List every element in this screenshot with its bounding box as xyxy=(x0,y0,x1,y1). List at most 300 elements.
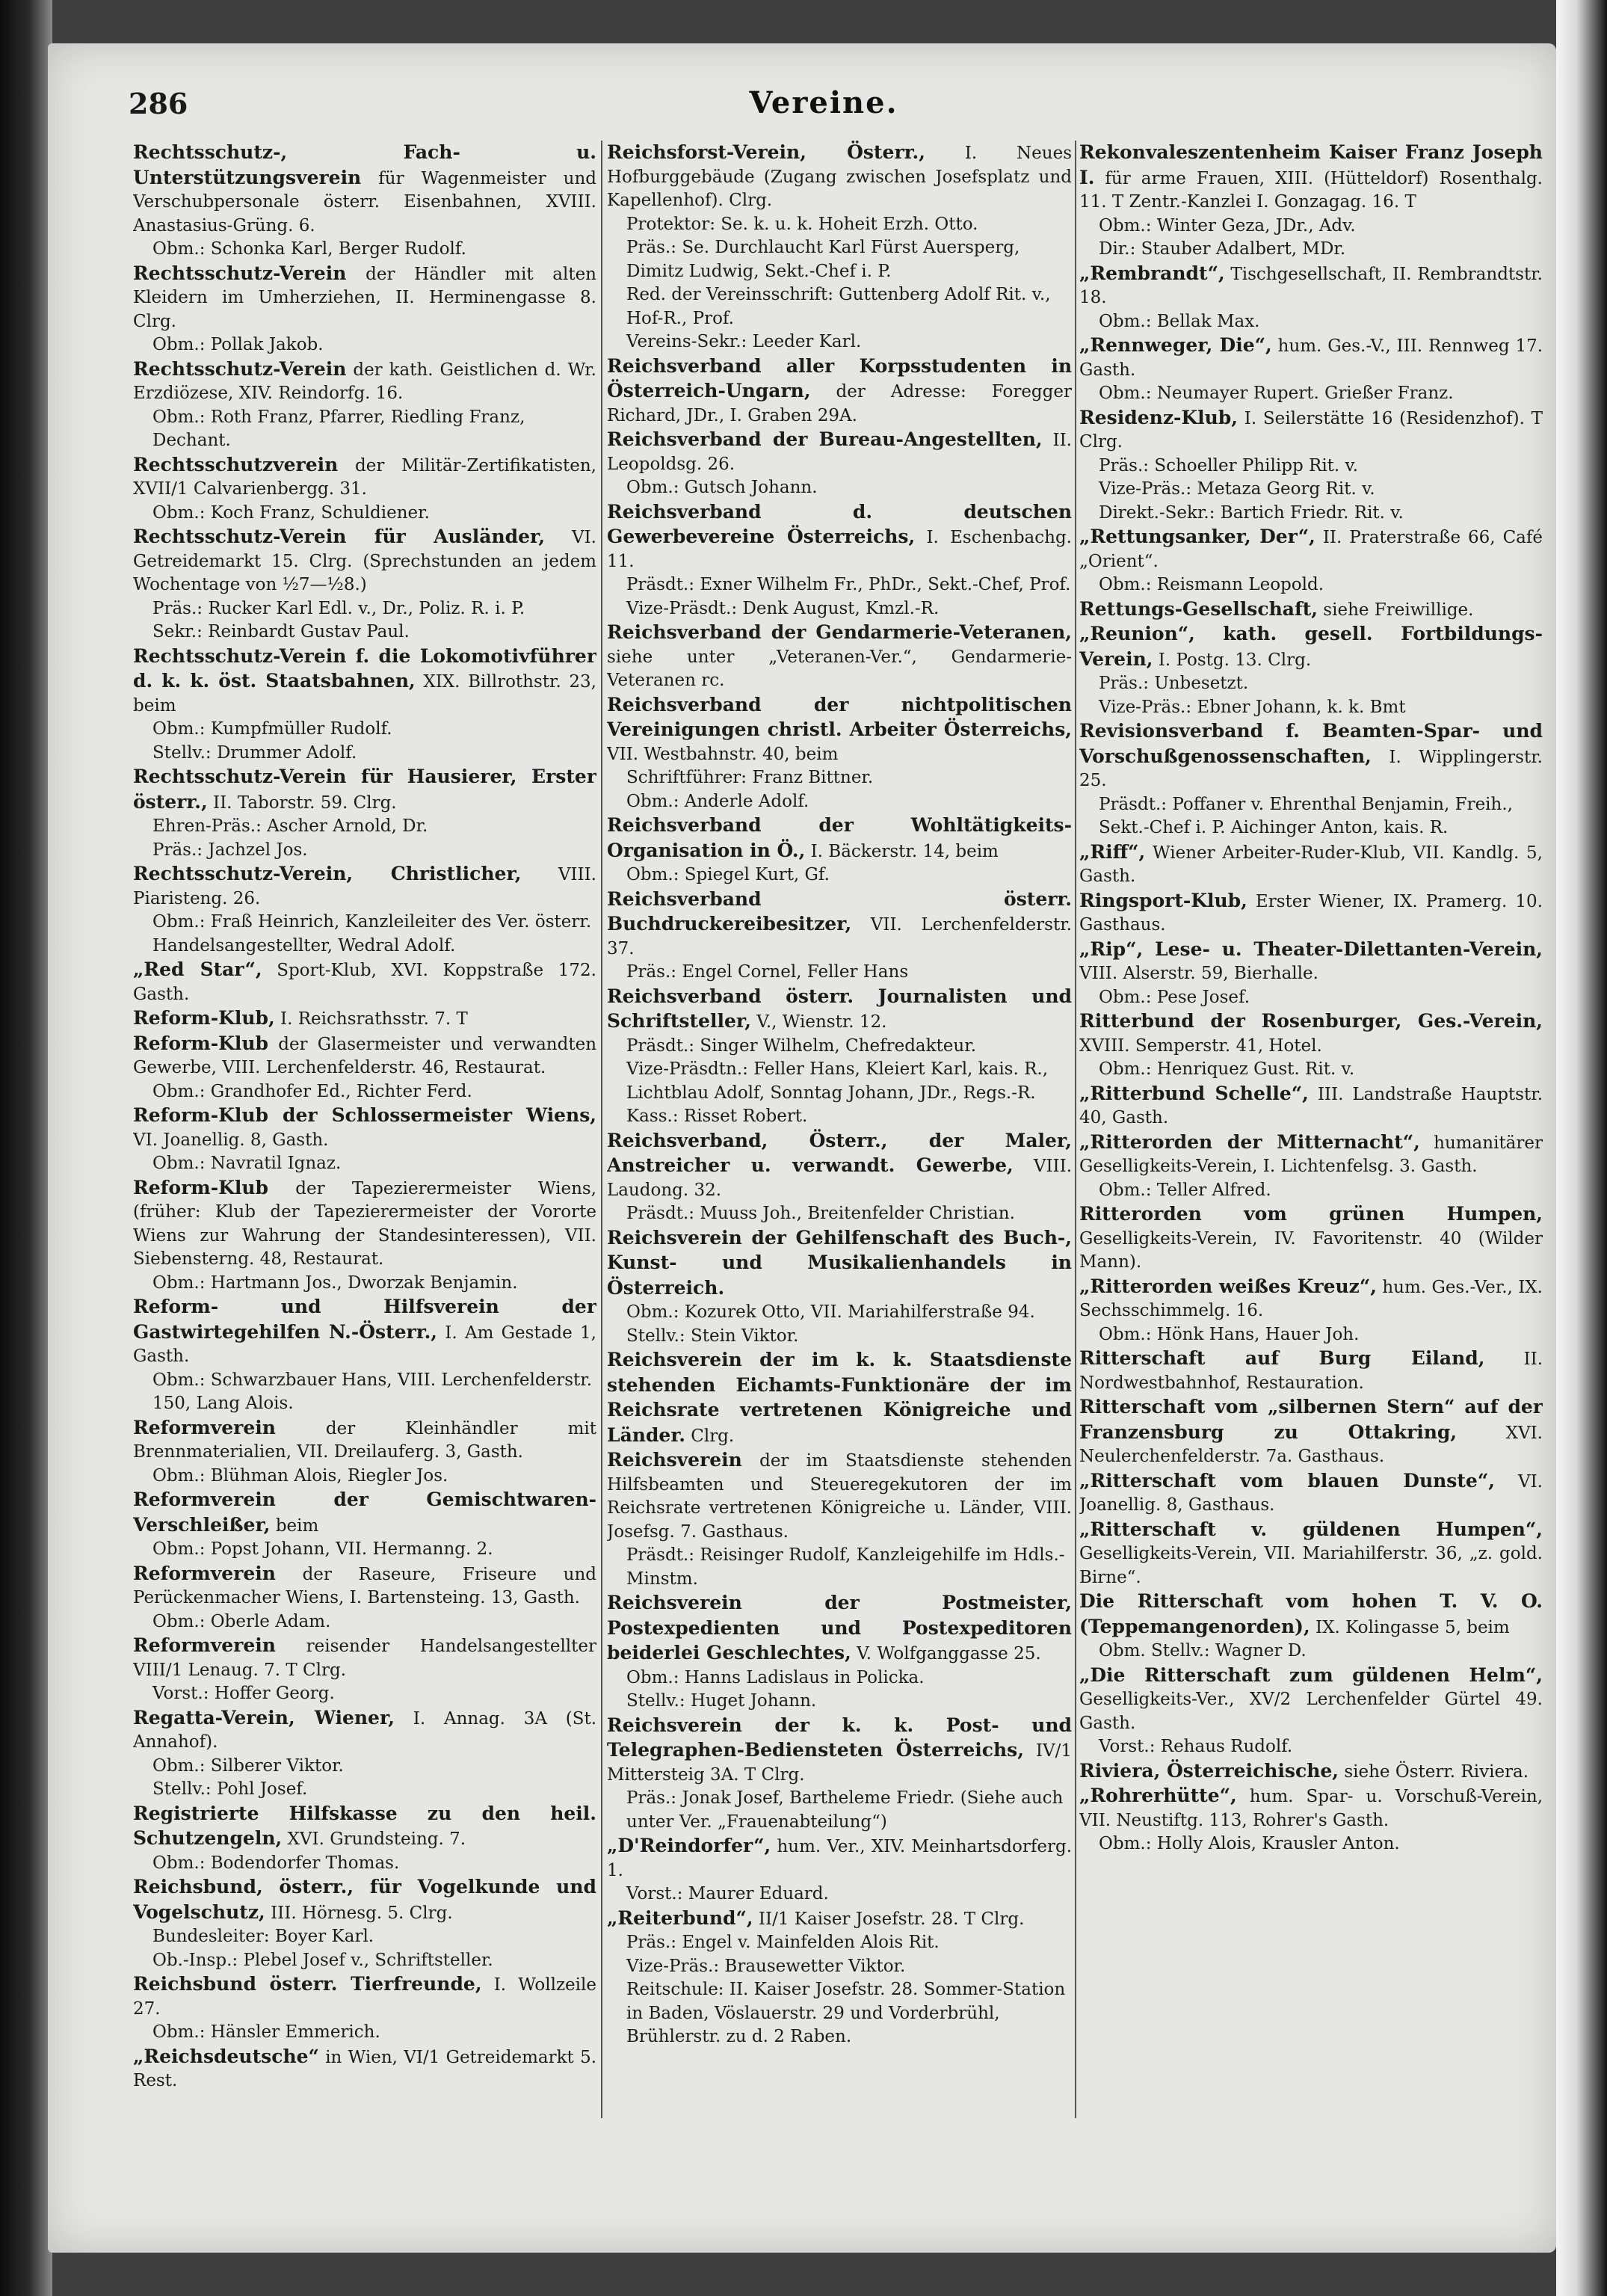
entry-officer: Obm.: Fraß Heinrich, Kanzleileiter des Ver. österr. Handelsangestellter, Wedral Adolf. xyxy=(152,912,592,955)
entry-officer: Sekr.: Reinbardt Gustav Paul. xyxy=(152,622,410,641)
entry-officer: Obm.: Winter Geza, JDr., Adv. xyxy=(1099,215,1356,236)
entry-address: I. Annag. 3A (St. Annahof). xyxy=(133,1708,596,1752)
entry-officer: Kass.: Risset Robert. xyxy=(626,1107,808,1126)
entry-officer: Obm.: Hönk Hans, Hauer Joh. xyxy=(1099,1324,1360,1344)
directory-entry xyxy=(607,1834,1072,1906)
entry-name: Rechtsschutz-Verein xyxy=(133,262,347,284)
entry-line xyxy=(1079,1130,1543,1179)
entry-line xyxy=(1079,719,1543,793)
entry-line xyxy=(607,354,1072,428)
entry-name: „Rettungsanker, Der“, xyxy=(1079,526,1315,547)
entry-line xyxy=(1079,1202,1543,1275)
entry-line xyxy=(1079,406,1543,455)
entry-address: Geselligkeits-Verein, VII. Mariahilferstr. 36, „z. gold. Birne“. xyxy=(1079,1544,1543,1587)
entry-address: XVI. Grundsteing. 7. xyxy=(287,1829,466,1849)
entry-officer: Präs.: Engel v. Mainfelden Alois Rit. xyxy=(626,1933,940,1952)
entry-line xyxy=(1079,1589,1543,1640)
entry-officer: Vorst.: Hoffer Georg. xyxy=(152,1684,335,1703)
directory-entry xyxy=(607,621,1072,693)
entry-address: der kath. Geistlichen d. Wr. Erzdiözese, XIV. Reindorfg. 16. xyxy=(133,360,596,403)
entry-address: Clrg. xyxy=(691,1426,735,1446)
entry-officer: Obm.: Schwarzbauer Hans, VIII. Lerchenfelderstr. 150, Lang Alois. xyxy=(152,1370,593,1413)
column-rule xyxy=(601,141,602,2118)
directory-entry xyxy=(133,1488,596,1562)
entry-name: „Ritterschaft v. güldenen Humpen“, xyxy=(1079,1518,1543,1540)
directory-entry xyxy=(133,1562,596,1634)
entry-line xyxy=(607,887,1072,961)
directory-entry xyxy=(607,985,1072,1129)
entry-name: Rekonvaleszentenheim Kaiser Franz Joseph I. xyxy=(1079,141,1543,188)
entry-address: VIII. Piaristeng. 26. xyxy=(133,865,596,908)
entry-name: Reichsverband österr. Journalisten und Schriftsteller, xyxy=(607,985,1072,1032)
entry-line xyxy=(607,985,1072,1035)
directory-entry xyxy=(1079,1663,1543,1759)
entry-address: hum. Ver., XIV. Meinhartsdorferg. 1. xyxy=(607,1837,1072,1880)
entry-line xyxy=(1079,1082,1543,1130)
entry-line xyxy=(607,621,1072,693)
directory-entry xyxy=(1079,1275,1543,1347)
entry-address: I. Reichsrathsstr. 7. T xyxy=(280,1009,468,1029)
entry-officer: Protektor: Se. k. u. k. Hoheit Erzh. Otto. xyxy=(626,214,978,234)
entry-address: Erster Wiener, IX. Pramerg. 10. Gasthaus. xyxy=(1079,891,1543,935)
entry-address: I. Eschenbachg. 11. xyxy=(607,528,1072,571)
directory-entry xyxy=(1079,1082,1543,1130)
entry-address: VII. Lerchenfelderstr. 37. xyxy=(607,915,1072,958)
directory-entry xyxy=(1079,1518,1543,1590)
entry-address: der im Staatsdienste stehenden Hilfsbeamten und Steueregekutoren der im Reichsrate vertretenen Königreiche u. Länder, VIII. Josefsg. 7. Gasthaus. xyxy=(607,1451,1072,1542)
entry-address: IV/1 Mittersteig 3A. T Clrg. xyxy=(607,1741,1072,1785)
entry-line xyxy=(133,453,596,502)
entry-officer: Obm.: Neumayer Rupert. Grießer Franz. xyxy=(1099,384,1454,403)
entry-officer: Obm.: Anderle Adolf. xyxy=(626,791,809,811)
entry-line xyxy=(1079,938,1543,986)
directory-entry xyxy=(133,644,596,766)
directory-entry xyxy=(1079,1759,1543,1785)
page-number: 286 xyxy=(129,87,188,120)
entry-officer: Vorst.: Rehaus Rudolf. xyxy=(1099,1737,1293,1756)
entry-officer: Präsdt.: Muuss Joh., Breitenfelder Christian. xyxy=(626,1204,1015,1223)
entry-officer: Obm.: Koch Franz, Schuldiener. xyxy=(152,502,430,523)
entry-name: Rechtsschutz-Verein für Hausierer, Erster österr., xyxy=(133,766,596,813)
entry-line xyxy=(1079,1784,1543,1832)
directory-entry xyxy=(607,1226,1072,1349)
entry-line xyxy=(133,1416,596,1465)
entry-address: I. Wipplingerstr. 25. xyxy=(1079,747,1543,790)
entry-line xyxy=(1079,1275,1543,1323)
directory-entry xyxy=(1079,938,1543,1010)
directory-entry xyxy=(607,1906,1072,2049)
entry-name: „Reichsdeutsche“ xyxy=(133,2045,319,2067)
entry-name: Reichsverein der k. k. Post- und Telegraphen-Bediensteten Österreichs, xyxy=(607,1714,1072,1761)
entry-line xyxy=(133,1488,596,1538)
entry-line xyxy=(133,1032,596,1080)
entry-line xyxy=(1079,840,1543,889)
entry-address: IX. Kolingasse 5, beim xyxy=(1315,1617,1510,1637)
entry-officer: Präsdt.: Exner Wilhelm Fr., PhDr., Sekt.-Chef, Prof. xyxy=(626,575,1071,594)
directory-column-2 xyxy=(607,141,1072,2226)
entry-address: Geselligkeits-Ver., XV/2 Lerchenfelder Gürtel 49. Gasth. xyxy=(1079,1690,1543,1733)
entry-name: Rechtsschutz-Verein f. die Lokomotivführer d. k. k. öst. Staatsbahnen, xyxy=(133,644,596,692)
entry-line xyxy=(1079,525,1543,573)
entry-officer: Vize-Präsdt.: Denk August, Kmzl.-R. xyxy=(626,598,940,618)
entry-officer: Red. der Vereinsschrift: Guttenberg Adolf Rit. v., Hof-R., Prof. xyxy=(626,285,1051,328)
entry-name: Reichsverband der Wohltätigkeits-Organisation in Ö., xyxy=(607,814,1072,861)
entry-officer: Obm.: Schonka Karl, Berger Rudolf. xyxy=(152,239,466,259)
entry-officer: Präs.: Rucker Karl Edl. v., Dr., Poliz. R. i. P. xyxy=(152,598,525,618)
entry-name: Reformverein der Gemischtwaren-Verschleißer, xyxy=(133,1489,596,1536)
directory-entry xyxy=(133,1875,596,1972)
entry-address: reisender Handelsangestellter VIII/1 Lenaug. 7. T Clrg. xyxy=(133,1637,596,1680)
directory-entry xyxy=(1079,840,1543,889)
directory-entry xyxy=(133,2045,596,2093)
entry-address: I. Bäckerstr. 14, beim xyxy=(810,841,999,861)
directory-entry xyxy=(1079,1784,1543,1856)
entry-address: III. Hörnesg. 5. Clrg. xyxy=(271,1903,453,1923)
directory-entry xyxy=(607,354,1072,428)
directory-entry xyxy=(607,887,1072,985)
directory-entry xyxy=(1079,1202,1543,1275)
directory-entry xyxy=(607,1129,1072,1226)
entry-name: „D'Reindorfer“, xyxy=(607,1835,771,1856)
entry-officer: Vize-Präs.: Metaza Georg Rit. v. xyxy=(1099,479,1375,499)
entry-name: „Ritterorden der Mitternacht“, xyxy=(1079,1130,1420,1153)
entry-name: „Rembrandt“, xyxy=(1079,262,1225,284)
directory-entry xyxy=(607,500,1072,621)
entry-address: der Adresse: Foregger Richard, JDr., I. Graben 29A. xyxy=(607,382,1072,425)
entry-officer: Obm. Stellv.: Wagner D. xyxy=(1099,1641,1307,1661)
entry-line xyxy=(133,1972,596,2021)
entry-address: II. Praterstraße 66, Café „Orient“. xyxy=(1079,528,1543,571)
entry-name: Rettungs-Gesellschaft, xyxy=(1079,597,1318,620)
directory-entry xyxy=(133,862,596,958)
entry-address: VIII. Laudong. 32. xyxy=(607,1157,1072,1200)
entry-officer: Präs.: Engel Cornel, Feller Hans xyxy=(626,962,909,982)
directory-entry xyxy=(133,1416,596,1489)
directory-entry xyxy=(607,693,1072,814)
entry-address: der Tapezierermeister Wiens, (früher: Klub der Tapezierermeister der Vororte Wiens zur Wahrung der Standesinteressen), VII. Siebensterng. 48, Restaurat. xyxy=(133,1178,596,1269)
entry-name: Reform-Klub xyxy=(133,1032,268,1054)
entry-address: VII. Westbahnstr. 40, beim xyxy=(607,744,839,764)
directory-entry xyxy=(133,1032,596,1104)
entry-officer: Präs.: Unbesetzt. xyxy=(1099,674,1249,693)
directory-entry xyxy=(1079,597,1543,623)
entry-address: Wiener Arbeiter-Ruder-Klub, VII. Kandlg. 5, Gasth. xyxy=(1079,843,1543,886)
entry-line xyxy=(133,1802,596,1852)
entry-address: siehe Österr. Riviera. xyxy=(1344,1761,1529,1782)
entry-line xyxy=(133,525,596,597)
entry-name: „Rennweger, Die“, xyxy=(1079,334,1272,356)
entry-name: Reichsverband österr. Buchdruckereibesitzer, xyxy=(607,887,1072,935)
entry-address: VIII. Alserstr. 59, Bierhalle. xyxy=(1079,964,1318,983)
page-edge xyxy=(1556,0,1607,2296)
entry-line xyxy=(607,1448,1072,1544)
entry-name: Residenz-Klub, xyxy=(1079,406,1238,428)
entry-name: Ritterschaft auf Burg Eiland, xyxy=(1079,1347,1485,1369)
entry-name: „Rohrerhütte“, xyxy=(1079,1785,1237,1806)
entry-address: hum. Ges.-Ver., IX. Sechsschimmelg. 16. xyxy=(1079,1277,1543,1320)
entry-officer: Bundesleiter: Boyer Karl. xyxy=(152,1927,374,1946)
entry-address: XVIII. Semperstr. 41, Hotel. xyxy=(1079,1035,1322,1056)
page-header xyxy=(129,82,1519,127)
directory-entry xyxy=(607,141,1072,354)
entry-officer: Präs.: Jachzel Jos. xyxy=(152,840,308,860)
entry-line xyxy=(1079,1346,1543,1395)
entry-officer: Präsdt.: Poffaner v. Ehrenthal Benjamin, Freih., Sekt.-Chef i. P. Aichinger Anton, kais. R. xyxy=(1099,794,1513,837)
entry-officer: Schriftführer: Franz Bittner. xyxy=(626,768,874,787)
directory-entry xyxy=(1079,1346,1543,1395)
column-rule xyxy=(1075,141,1076,2118)
directory-entry xyxy=(133,453,596,526)
directory-entry xyxy=(133,525,596,644)
entry-officer: Dir.: Stauber Adalbert, MDr. xyxy=(1099,239,1346,259)
entry-name: Ringsport-Klub, xyxy=(1079,889,1247,911)
entry-officer: Präs.: Jonak Josef, Bartheleme Friedr. (Siehe auch unter Ver. „Frauenabteilung“) xyxy=(626,1788,1064,1832)
entry-officer: Obm.: Pese Josef. xyxy=(1099,987,1250,1007)
entry-name: „Reiterbund“, xyxy=(607,1906,753,1929)
entry-line xyxy=(133,1562,596,1610)
entry-officer: Obm.: Oberle Adam. xyxy=(152,1611,331,1631)
entry-name: Rechtsschutz-Verein xyxy=(133,357,347,380)
directory-entry xyxy=(133,1104,596,1176)
entry-officer: Obm.: Roth Franz, Pfarrer, Riedling Franz, Dechant. xyxy=(152,407,525,450)
entry-address: für Wagenmeister und Verschubpersonale österr. Eisenbahnen, XVIII. Anastasius-Grüng. 6. xyxy=(133,168,596,236)
entry-officer: Vize-Präs.: Ebner Johann, k. k. Bmt xyxy=(1099,697,1406,717)
entry-officer: Präs.: Se. Durchlaucht Karl Fürst Auersperg, Dimitz Ludwig, Sekt.-Chef i. P. xyxy=(626,238,1020,281)
entry-address: II/1 Kaiser Josefstr. 28. T Clrg. xyxy=(758,1909,1025,1929)
directory-entry xyxy=(133,141,596,262)
entry-name: Reichsverein xyxy=(607,1449,742,1471)
entry-address: hum. Spar- u. Vorschuß-Verein, VII. Neustiftg. 113, Rohrer's Gasth. xyxy=(1079,1787,1543,1830)
entry-officer: Obm.: Gutsch Johann. xyxy=(626,478,818,497)
entry-line xyxy=(1079,262,1543,310)
entry-line xyxy=(1079,1759,1543,1785)
entry-name: Rechtsschutz-, Fach- u. Unterstützungsverein xyxy=(133,141,596,188)
directory-entry xyxy=(1079,141,1543,262)
entry-line xyxy=(1079,1663,1543,1736)
entry-officer: Obm.: Silberer Viktor. xyxy=(152,1755,344,1776)
entry-officer: Stellv.: Huget Johann. xyxy=(626,1691,817,1711)
entry-line xyxy=(607,813,1072,864)
entry-officer: Stellv.: Drummer Adolf. xyxy=(152,742,357,763)
entry-line xyxy=(133,1006,596,1032)
entry-name: Reformverein xyxy=(133,1416,276,1438)
entry-line xyxy=(133,862,596,911)
entry-officer: Obm.: Reismann Leopold. xyxy=(1099,575,1324,594)
entry-address: I. Wollzeile 27. xyxy=(133,1975,596,2019)
entry-line xyxy=(1079,622,1543,672)
entry-name: Reform- und Hilfsverein der Gastwirtegehilfen N.-Österr., xyxy=(133,1296,596,1343)
entry-name: Reichsverband der Bureau-Angestellten, xyxy=(607,428,1043,450)
entry-address: in Wien, VI/1 Getreidemarkt 5. Rest. xyxy=(133,2047,596,2090)
entry-address: XVI. Neulerchenfelderstr. 7a. Gasthaus. xyxy=(1079,1423,1543,1466)
entry-name: Reichsverband aller Korpsstudenten in Österreich-Ungarn, xyxy=(607,354,1072,401)
entry-name: Rechtsschutz-Verein für Ausländer, xyxy=(133,526,546,547)
entry-officer: Präsdt.: Reisinger Rudolf, Kanzleigehilfe im Hdls.-Minstm. xyxy=(626,1545,1065,1589)
entry-address: II. Taborstr. 59. Clrg. xyxy=(212,792,397,813)
entry-address: VI. Joanellig. 8, Gasthaus. xyxy=(1079,1471,1543,1515)
entry-line xyxy=(1079,1009,1543,1058)
entry-officer: Obm.: Bellak Max. xyxy=(1099,311,1260,331)
entry-officer: Obm.: Hanns Ladislaus in Policka. xyxy=(626,1667,925,1687)
entry-officer: Reitschule: II. Kaiser Josefstr. 28. Sommer-Station in Baden, Vöslauerstr. 29 und Vorderbrühl, Brühlerstr. zu d. 2 Raben. xyxy=(626,1980,1066,2046)
entry-name: Registrierte Hilfskasse zu den heil. Schutzengeln, xyxy=(133,1802,596,1849)
entry-name: Revisionsverband f. Beamten-Spar- und Vorschußgenossenschaften, xyxy=(1079,720,1543,767)
directory-entry xyxy=(133,1706,596,1802)
entry-officer: Obm.: Kumpfmüller Rudolf. xyxy=(152,719,392,739)
entry-officer: Obm.: Bodendorfer Thomas. xyxy=(152,1853,400,1873)
directory-entry xyxy=(133,1972,596,2045)
entry-address: der Militär-Zertifikatisten, XVII/1 Calvarienbergg. 31. xyxy=(133,455,596,499)
entry-name: „Riff“, xyxy=(1079,840,1146,863)
entry-officer: Ehren-Präs.: Ascher Arnold, Dr. xyxy=(152,816,428,836)
running-title: Vereine. xyxy=(749,85,898,120)
entry-officer: Obm.: Popst Johann, VII. Hermanng. 2. xyxy=(152,1539,493,1559)
entry-officer: Obm.: Spiegel Kurt, Gf. xyxy=(626,865,830,884)
directory-entry xyxy=(607,813,1072,887)
entry-name: Die Ritterschaft vom hohen T. V. O. (Teppemangenorden), xyxy=(1079,1590,1543,1637)
entry-name: Regatta-Verein, Wiener, xyxy=(133,1706,395,1729)
directory-entry xyxy=(607,1348,1072,1448)
directory-entry xyxy=(133,357,596,453)
entry-name: „Die Ritterschaft zum güldenen Helm“, xyxy=(1079,1663,1543,1686)
entry-name: Reichsverband der nichtpolitischen Vereinigungen christl. Arbeiter Österreichs, xyxy=(607,693,1072,740)
entry-address: für arme Frauen, XIII. (Hütteldorf) Rosenthalg. 11. T Zentr.-Kanzlei I. Gonzagag. 16. T xyxy=(1079,168,1543,212)
entry-line xyxy=(133,2045,596,2093)
entry-line xyxy=(607,141,1072,213)
directory-entry xyxy=(607,428,1072,500)
entry-address: I. Postg. 13. Clrg. xyxy=(1158,650,1312,670)
entry-line xyxy=(133,1176,596,1272)
entry-address: III. Landstraße Hauptstr. 40, Gasth. xyxy=(1079,1084,1543,1127)
entry-address: Sport-Klub, XVI. Koppstraße 172. Gasth. xyxy=(133,961,596,1004)
entry-officer: Präsdt.: Singer Wilhelm, Chefredakteur. xyxy=(626,1035,977,1056)
entry-officer: Obm.: Blühman Alois, Riegler Jos. xyxy=(152,1465,448,1486)
entry-officer: Obm.: Grandhofer Ed., Richter Ferd. xyxy=(152,1081,472,1101)
directory-entry xyxy=(1079,719,1543,840)
entry-officer: Stellv.: Stein Viktor. xyxy=(626,1326,799,1346)
entry-name: Reichsverein der im k. k. Staatsdienste stehenden Eichamts-Funktionäre der im Reichsrate vertretenen Königreiche und Länder. xyxy=(607,1349,1072,1446)
entry-officer: Vereins-Sekr.: Leeder Karl. xyxy=(626,332,862,351)
entry-line xyxy=(607,1348,1072,1448)
entry-name: Reformverein xyxy=(133,1634,276,1656)
entry-address: siehe unter „Veteranen-Ver.“, Gendarmerie-Veteranen rc. xyxy=(607,647,1072,690)
entry-name: „Ritterorden weißes Kreuz“, xyxy=(1079,1275,1377,1297)
entry-officer: Obm.: Holly Alois, Krausler Anton. xyxy=(1099,1834,1400,1853)
entry-name: Ritterorden vom grünen Humpen, xyxy=(1079,1203,1543,1225)
entry-address: I. Neues Hofburggebäude (Zugang zwischen Josefsplatz und Kapellenhof). Clrg. xyxy=(607,144,1072,210)
entry-line xyxy=(133,141,596,238)
directory-entry xyxy=(1079,1130,1543,1203)
directory-entry xyxy=(1079,1395,1543,1469)
entry-name: Reichsbund, österr., für Vogelkunde und Vogelschutz, xyxy=(133,1876,596,1923)
entry-officer: Obm.: Kozurek Otto, VII. Mariahilferstraße 94. xyxy=(626,1302,1035,1322)
entry-name: „Red Star“, xyxy=(133,958,262,980)
entry-line xyxy=(133,1295,596,1369)
entry-address: der Kleinhändler mit Brennmaterialien, VII. Dreilauferg. 3, Gasth. xyxy=(133,1418,596,1462)
entry-officer: Obm.: Navratil Ignaz. xyxy=(152,1154,342,1173)
entry-name: Reichsverband, Österr., der Maler, Anstreicher u. verwandt. Gewerbe, xyxy=(607,1129,1072,1176)
directory-entry xyxy=(133,1295,596,1416)
entry-address: I. Am Gestade 1, Gasth. xyxy=(133,1323,596,1366)
entry-name: Rechtsschutzverein xyxy=(133,453,339,475)
entry-address: XIX. Billrothstr. 23, beim xyxy=(133,672,596,715)
entry-name: Reform-Klub, xyxy=(133,1007,275,1029)
entry-address: Geselligkeits-Verein, IV. Favoritenstr. 40 (Wilder Mann). xyxy=(1079,1228,1543,1272)
entry-address: VI. Getreidemarkt 15. Clrg. (Sprechstunden an jedem Wochentage von ½7—½8.) xyxy=(133,528,596,594)
entry-address: II. Leopoldsg. 26. xyxy=(607,431,1072,474)
directory-column-3 xyxy=(1079,141,1543,2226)
entry-line xyxy=(133,357,596,406)
directory-entry xyxy=(133,958,596,1006)
directory-entry xyxy=(1079,525,1543,597)
entry-officer: Obm.: Hänsler Emmerich. xyxy=(152,2022,380,2042)
entry-address: humanitärer Geselligkeits-Verein, I. Lichtenfelsg. 3. Gasth. xyxy=(1079,1133,1543,1176)
entry-name: „Rip“, Lese- u. Theater-Dilettanten-Verein, xyxy=(1079,938,1543,960)
entry-name: Riviera, Österreichische, xyxy=(1079,1759,1339,1782)
entry-address: beim xyxy=(275,1515,319,1536)
directory-entry xyxy=(133,1634,596,1706)
entry-line xyxy=(133,1875,596,1925)
entry-line xyxy=(1079,333,1543,382)
entry-address: der Händler mit alten Kleidern im Umherziehen, II. Herminengasse 8. Clrg. xyxy=(133,264,596,331)
entry-address: V. Wolfganggasse 25. xyxy=(857,1644,1041,1663)
entry-address: siehe Freiwillige. xyxy=(1323,600,1474,620)
entry-line xyxy=(133,1706,596,1755)
entry-name: „Ritterschaft vom blauen Dunste“, xyxy=(1079,1469,1495,1492)
entry-line xyxy=(1079,1518,1543,1590)
entry-address: VI. Joanellig. 8, Gasth. xyxy=(133,1130,329,1150)
entry-address: der Glasermeister und verwandten Gewerbe, VIII. Lerchenfelderstr. 46, Restaurat. xyxy=(133,1034,596,1077)
entry-line xyxy=(607,1226,1072,1302)
entry-name: Reform-Klub xyxy=(133,1176,268,1198)
entry-name: Reichsbund österr. Tierfreunde, xyxy=(133,1973,482,1995)
entry-line xyxy=(607,1714,1072,1788)
entry-officer: Obm.: Henriquez Gust. Rit. v. xyxy=(1099,1059,1355,1079)
entry-line xyxy=(607,500,1072,574)
entry-officer: Präs.: Schoeller Philipp Rit. v. xyxy=(1099,455,1359,475)
entry-line xyxy=(607,428,1072,476)
entry-name: Rechtsschutz-Verein, Christlicher, xyxy=(133,863,522,884)
entry-line xyxy=(1079,1395,1543,1469)
entry-address: der Raseure, Friseure und Perückenmacher Wiens, I. Bartensteing. 13, Gasth. xyxy=(133,1564,596,1607)
entry-line xyxy=(1079,141,1543,215)
entry-officer: Obm.: Teller Alfred. xyxy=(1099,1180,1271,1200)
directory-entry xyxy=(1079,889,1543,938)
entry-line xyxy=(133,644,596,718)
entry-name: „Reunion“, kath. gesell. Fortbildungs-Verein, xyxy=(1079,623,1543,670)
entry-address: II. Nordwestbahnhof, Restauration. xyxy=(1079,1349,1543,1393)
entry-line xyxy=(133,958,596,1006)
entry-address: I. Seilerstätte 16 (Residenzhof). T Clrg. xyxy=(1079,408,1543,452)
directory-entry xyxy=(133,765,596,862)
entry-address: V., Wienstr. 12. xyxy=(756,1012,887,1032)
entry-name: „Ritterbund Schelle“, xyxy=(1079,1082,1309,1104)
book-gutter xyxy=(0,0,52,2296)
directory-entry xyxy=(1079,1009,1543,1082)
directory-entry xyxy=(1079,406,1543,526)
entry-officer: Vorst.: Maurer Eduard. xyxy=(626,1884,829,1903)
directory-entry xyxy=(1079,262,1543,334)
entry-officer: Stellv.: Pohl Josef. xyxy=(152,1779,308,1799)
entry-line xyxy=(607,1834,1072,1883)
entry-officer: Obm.: Hartmann Jos., Dworzak Benjamin. xyxy=(152,1272,518,1293)
directory-column-1 xyxy=(133,141,596,2226)
directory-entry xyxy=(133,1006,596,1032)
entry-officer: Direkt.-Sekr.: Bartich Friedr. Rit. v. xyxy=(1099,502,1404,523)
entry-officer: Vize-Präsdtn.: Feller Hans, Kleiert Karl, kais. R., Lichtblau Adolf, Sonntag Johann, JDr., Regs.-R. xyxy=(626,1059,1049,1103)
entry-line xyxy=(133,765,596,815)
entry-name: Reichsforst-Verein, Österr., xyxy=(607,141,925,163)
